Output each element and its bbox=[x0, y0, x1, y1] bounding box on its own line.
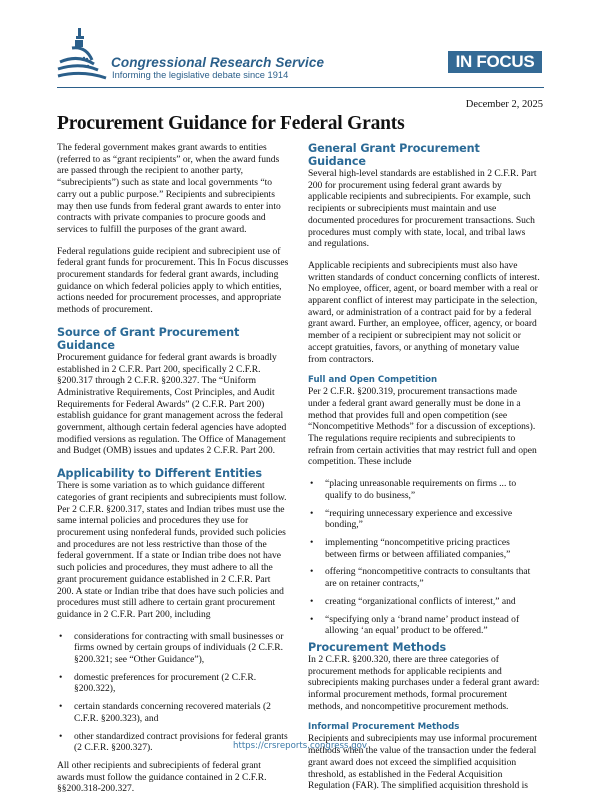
list-item-text: considerations for contracting with small businesses or firms owned by certain groups of individuals (2 C.F.R. §200.321; see “Other Guidance”), bbox=[74, 630, 284, 666]
list-item bbox=[308, 478, 540, 501]
bullet-icon: • bbox=[310, 595, 314, 607]
right-column bbox=[308, 142, 540, 802]
list-item bbox=[308, 537, 540, 560]
list-item-text: “placing unreasonable requirements on firms ... to qualify to do business,” bbox=[325, 478, 517, 501]
list-item bbox=[308, 614, 540, 637]
bullet-icon: • bbox=[59, 730, 63, 742]
list-item-text: “specifying only a ‘brand name’ product instead of allowing ‘an equal’ product to be offered.” bbox=[325, 613, 520, 637]
bullet-icon: • bbox=[310, 566, 314, 578]
list-item bbox=[57, 701, 289, 724]
heading-source-guidance: Source of Grant Procurement Guidance bbox=[57, 325, 240, 352]
list-item bbox=[308, 508, 540, 531]
capitol-dome-logo-icon bbox=[56, 26, 108, 82]
org-tagline: Informing the legislative debate since 1914 bbox=[112, 70, 289, 80]
bullet-icon: • bbox=[310, 613, 314, 625]
list-item bbox=[308, 566, 540, 589]
applicability-list bbox=[57, 631, 289, 754]
intro-paragraph-2: Federal regulations guide recipient and subrecipient use of federal grant funds for procurement. This In Focus discusses procurement standards for federal grant awards, including guidance on which federal policies apply to which entities, actions needed for procurement processes, and appropriate methods of procurement. bbox=[57, 245, 289, 316]
heading-applicability: Applicability to Different Entities bbox=[57, 467, 262, 481]
in-focus-badge: IN FOCUS bbox=[448, 51, 542, 73]
list-item bbox=[308, 596, 540, 608]
bullet-icon: • bbox=[59, 630, 63, 642]
list-item-text: certain standards concerning recovered materials (2 C.F.R. §200.323), and bbox=[74, 701, 271, 724]
list-item-text: creating “organizational conflicts of interest,” and bbox=[325, 595, 516, 607]
heading-procurement-methods: Procurement Methods bbox=[308, 640, 447, 654]
applicability-text: There is some variation as to which guidance different categories of grant recipients and subrecipients must follow. Per 2 C.F.R. §200.317, states and Indian tribes must use the same internal policies and procedures they use for procurement using nonfederal funds, provided such policies and procedures are not less restrictive than those of the federal government. If a state or Indian tribe does not have such policies and procedures, they must adhere to all the grant procurement guidance established in 2 C.F.R. Part 200. A state or Indian tribe that does have such policies and procedures must still adhere to certain grant procurement guidance in 2 C.F.R. Part 200, including bbox=[57, 480, 287, 620]
intro-paragraph-1: The federal government makes grant awards to entities (referred to as “grant recipients” or, when the award funds are passed through the recipient to another party, “subrecipients”) such as state and local governments “to carry out a public purpose.” Recipients and subrecipients may then use funds from federal grant awards to enter into contracts with private companies to procure goods and services to fulfill the purposes of the grant award. bbox=[57, 142, 281, 235]
footer-url-link[interactable]: https://crsreports.congress.gov bbox=[233, 741, 367, 751]
heading-full-open-competition: Full and Open Competition bbox=[308, 375, 438, 386]
page-title: Procurement Guidance for Federal Grants bbox=[57, 113, 405, 134]
list-item bbox=[57, 631, 289, 666]
bullet-icon: • bbox=[310, 536, 314, 548]
publication-date: December 2, 2025 bbox=[465, 99, 543, 110]
list-item-text: implementing “noncompetitive pricing practices between firms or between affiliated companies,” bbox=[325, 536, 511, 560]
org-name: Congressional Research Service bbox=[111, 55, 325, 70]
heading-informal-methods: Informal Procurement Methods bbox=[308, 722, 460, 733]
list-item-text: offering “noncompetitive contracts to consultants that are on retainer contracts,” bbox=[325, 566, 531, 590]
informal-methods-text: Recipients and subrecipients may use informal procurement methods when the value of the transaction under the federal grant award does not exceed the simplified acquisition threshold, as established in the Federal Acquisition Regulation (FAR). The simplified acquisition threshold is bbox=[308, 733, 538, 792]
procurement-methods-text: In 2 C.F.R. §200.320, there are three categories of procurement methods for applicable recipients and subrecipients making purchases under a federal grant award: informal procurement methods, formal procurement methods, and noncompetitive procurement methods. bbox=[308, 653, 540, 712]
bullet-icon: • bbox=[59, 701, 63, 713]
header-divider bbox=[57, 87, 544, 88]
page-header bbox=[0, 0, 600, 90]
bullet-icon: • bbox=[59, 671, 63, 683]
full-open-competition-text: Per 2 C.F.R. §200.319, procurement transactions made under a federal grant award generally must be done in a method that provides full and open competition (see “Noncompetitive Methods” for a discussion of exceptions). The regulations require recipients and subrecipients to refrain from certain activities that may restrict full and open competition. These include bbox=[308, 386, 537, 468]
list-item bbox=[57, 672, 289, 695]
list-item-text: “requiring unnecessary experience and excessive bonding,” bbox=[325, 507, 513, 531]
competition-restrictions-list bbox=[308, 478, 540, 637]
heading-general-guidance: General Grant Procurement Guidance bbox=[308, 142, 480, 168]
source-guidance-text: Procurement guidance for federal grant awards is broadly established in 2 C.F.R. Part 200, specifically 2 C.F.R. §200.317 through 2 C.F.R. §200.327. The “Uniform Administrative Requirements, Cost Principles, and Audit Requirements for Federal Awards” (2 C.F.R. Part 200) establish guidance for grant management across the federal government, although certain federal agencies have adopted modified versions as regulation. The Office of Management and Budget (OMB) issues and updates 2 C.F.R. Part 200. bbox=[57, 351, 287, 457]
bullet-icon: • bbox=[310, 507, 314, 519]
applicability-closing: All other recipients and subrecipients of federal grant awards must follow the guidance contained in 2 C.F.R. §§200.318-200.327. bbox=[57, 759, 267, 795]
left-column bbox=[57, 142, 289, 805]
general-guidance-paragraph-1: Several high-level standards are established in 2 C.F.R. Part 200 for procurement using federal grant awards by applicable recipients and subrecipients. For example, such recipients or subrecipients must maintain and use documented procedures for procurement transactions. Such procedures must comply with state, local, and tribal laws and regulations. bbox=[308, 168, 537, 250]
general-guidance-paragraph-2: Applicable recipients and subrecipients must also have written standards of conduct concerning conflicts of interest. No employee, officer, agent, or board member with a real or apparent conflict of interest may participate in the selection, award, or administration of a contract paid for by a federal grant award. Further, an employee, officer, agency, or board member of a recipient or subrecipient may not solicit or accept gratuities, favors, or anything of monetary value from contractors. bbox=[308, 259, 540, 365]
list-item-text: other standardized contract provisions for federal grants (2 C.F.R. §200.327). bbox=[74, 730, 288, 754]
list-item-text: domestic preferences for procurement (2 C.F.R. §200.322), bbox=[74, 671, 257, 695]
bullet-icon: • bbox=[310, 478, 314, 490]
